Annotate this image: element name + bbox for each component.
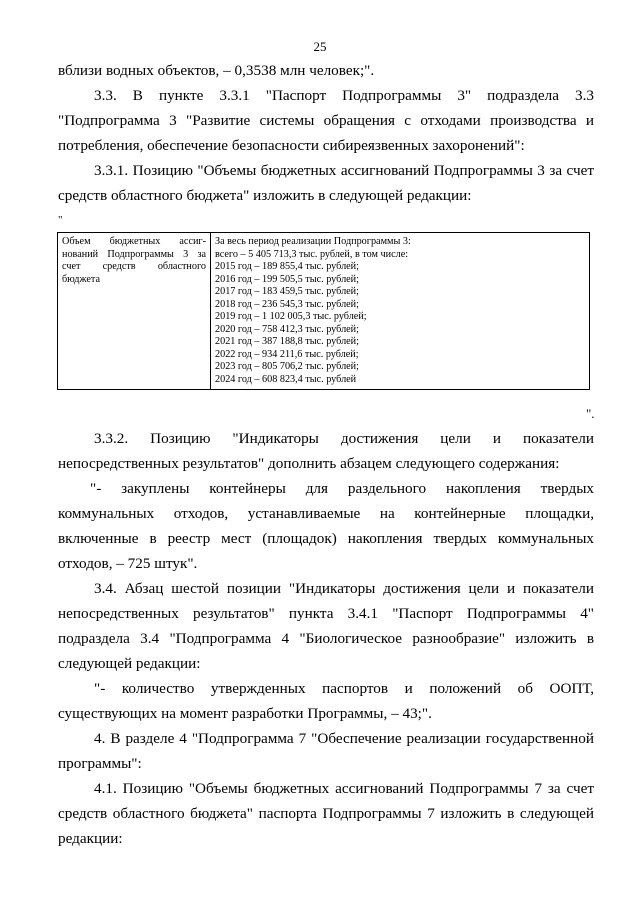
budget-table [57,232,590,390]
paragraph-quote-passports: "- количество утвержденных паспортов и положений об ООПТ, существующих на момент разработки Программы, – 43;". [58,680,594,722]
value-line: За весь период реализации Подпрограммы 3: [215,236,411,247]
value-line: 2017 год – 183 459,5 тыс. рублей; [215,286,359,297]
value-line: 2016 год – 199 505,5 тыс. рублей; [215,273,359,285]
value-line: 2019 год – 1 102 005,3 тыс. рублей; [215,311,367,322]
label-line: бюджета [62,273,100,285]
label-line: нований Подпрограммы 3 за [62,248,206,260]
value-line: всего – 5 405 713,3 тыс. рублей, в том числе: [215,248,409,260]
paragraph-4: 4. В разделе 4 "Подпрограмма 7 "Обеспечение реализации государственной программы": [58,730,594,772]
value-line: 2022 год – 934 211,6 тыс. рублей; [215,348,359,360]
value-line: 2024 год – 608 823,4 тыс. рублей [215,373,357,385]
opening-quote: " [58,214,63,226]
paragraph-continuation: вблизи водных объектов, – 0,3538 млн человек;". [58,62,375,79]
table-row [58,233,590,390]
page-number: 25 [313,39,327,54]
value-line: 2023 год – 805 706,2 тыс. рублей; [215,361,359,372]
value-line: 2020 год – 758 412,3 тыс. рублей; [215,323,359,335]
paragraph-3-3-2: 3.3.2. Позицию "Индикаторы достижения цели и показатели непосредственных результатов" дополнить абзацем следующего содержания: [58,430,594,472]
label-line: Объем бюджетных ассиг- [62,236,206,247]
value-line: 2015 год – 189 855,4 тыс. рублей; [215,261,359,272]
paragraph-3-4: 3.4. Абзац шестой позиции "Индикаторы достижения цели и показатели непосредственных результатов" пункта 3.4.1 "Паспорт Подпрограммы 4" подраздела 3.4 "Подпрограмма 4 "Биологическое разнообразие" изложить в следующей редакции: [58,580,594,672]
value-line: 2021 год – 387 188,8 тыс. рублей; [215,336,359,347]
value-line: 2018 год – 236 545,3 тыс. рублей; [215,298,359,310]
text-after-table [58,426,594,851]
paragraph-3-3-1: 3.3.1. Позицию "Объемы бюджетных ассигнований Подпрограммы 3 за счет средств областного бюджета" изложить в следующей редакции: [58,162,594,204]
table-label-cell [58,233,211,390]
paragraph-quote-containers: "- закуплены контейнеры для раздельного накопления твердых коммунальных отходов, устанавливаемые на контейнерные площадки, включенные в реестр мест (площадок) накопления твердых коммунальных отходов, – 725 штук". [58,480,594,572]
closing-quote: ". [586,406,595,421]
text-before-table [58,58,594,208]
paragraph-3-3: 3.3. В пункте 3.3.1 "Паспорт Подпрограммы 3" подраздела 3.3 "Подпрограмма 3 "Развитие системы обращения с отходами производства и потребления, обеспечение безопасности сибиреязвенных захоронений": [58,87,594,154]
paragraph-4-1: 4.1. Позицию "Объемы бюджетных ассигнований Подпрограммы 7 за счет средств областного бюджета" паспорта Подпрограммы 7 изложить в следующей редакции: [58,780,594,847]
label-line: счет средств областного [62,261,206,272]
table-value-cell [211,233,590,390]
